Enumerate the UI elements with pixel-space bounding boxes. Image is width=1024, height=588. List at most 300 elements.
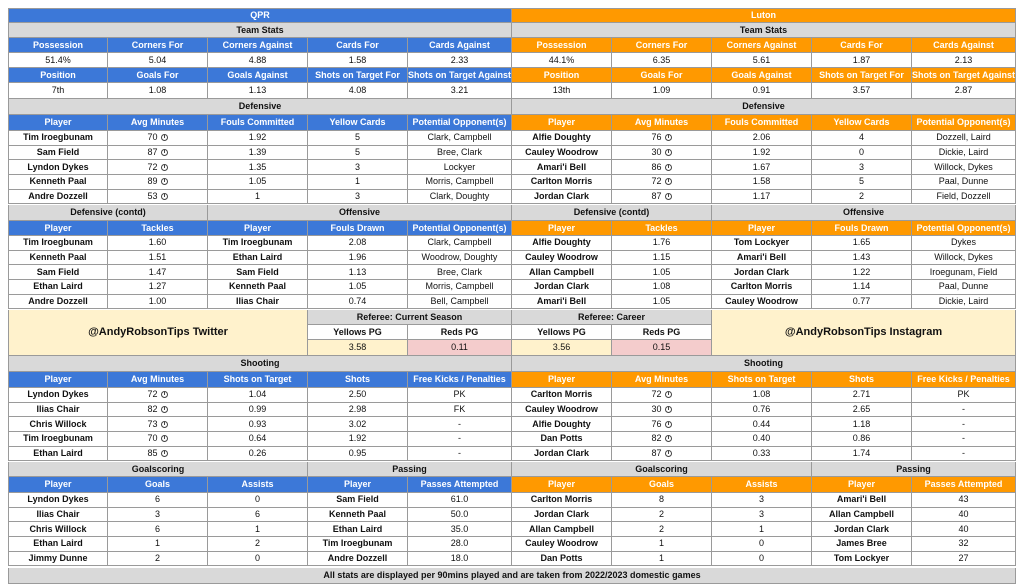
- shooting-cell: [108, 447, 208, 462]
- defensive-cell: [712, 146, 812, 161]
- team-stat-label: [308, 68, 408, 83]
- team-stat-label: [108, 68, 208, 83]
- defensive-cell-text: Morris, Campbell: [425, 176, 494, 187]
- team-stat-label-text: Corners Against: [222, 39, 293, 50]
- player-name-text: Jimmy Dunne: [28, 553, 88, 564]
- tackles-cell-text: 1.76: [652, 237, 671, 248]
- defensive-column-header-text: Potential Opponent(s): [916, 117, 1011, 127]
- stopwatch-icon: [161, 435, 168, 442]
- team-stat-value-text: 44.1%: [548, 54, 575, 65]
- team-stat-value: [912, 83, 1016, 99]
- player-name: [308, 493, 408, 508]
- team-stat-value: [912, 53, 1016, 68]
- defensive-cell: [208, 146, 308, 161]
- goalscoring-cell: [208, 537, 308, 552]
- team-stat-value-text: 0.91: [752, 85, 771, 95]
- defensive-cell: [912, 146, 1016, 161]
- defensive-cell-text: 72: [651, 176, 662, 187]
- player-name: [8, 417, 108, 432]
- passing-cell-text: 61.0: [450, 494, 469, 505]
- shooting-cell-text: 2.50: [348, 389, 367, 400]
- player-name: [512, 295, 612, 310]
- stopwatch-icon: [665, 178, 672, 185]
- shooting-column-header: [612, 372, 712, 388]
- defensive-column-header-text: Avg Minutes: [130, 117, 185, 127]
- goalscoring-cell: [208, 552, 308, 567]
- offensive-cell: [408, 251, 512, 266]
- player-name: [8, 447, 108, 462]
- shooting-cell-text: 30: [651, 404, 662, 415]
- defensive-cell: [208, 175, 308, 190]
- shooting-column-header-text: Avg Minutes: [130, 374, 185, 384]
- goalscoring-cell-text: 1: [658, 538, 664, 549]
- stopwatch-icon: [665, 134, 672, 141]
- offensive-cell-text: Willock, Dykes: [934, 252, 993, 263]
- goalscoring-column-header-text: Player: [44, 479, 72, 489]
- offensive-column-header-text: Potential Opponent(s): [412, 222, 507, 233]
- tackles-cell-text: 1.00: [148, 296, 167, 307]
- shooting-cell-text: 0.26: [248, 448, 267, 459]
- shooting-cell-text: 0.76: [752, 404, 771, 415]
- defensive-cell: [408, 160, 512, 175]
- offensive-column-header-text: Potential Opponent(s): [916, 222, 1011, 233]
- defensive-column-header-text: Fouls Committed: [220, 117, 295, 127]
- offensive-cell: [812, 251, 912, 266]
- stopwatch-icon: [665, 193, 672, 200]
- passing-header: [812, 462, 1016, 477]
- referee-current-yellows-text: 3.58: [348, 342, 367, 352]
- shooting-cell-text: -: [962, 418, 965, 429]
- shooting-cell: [612, 417, 712, 432]
- player-name: [812, 537, 912, 552]
- referee-career-reds-label: [612, 325, 712, 340]
- stopwatch-icon: [161, 164, 168, 171]
- tackles-cell-text: 1.47: [148, 266, 167, 277]
- shooting-cell: [912, 403, 1016, 418]
- offensive-cell-text: Clark, Campbell: [427, 237, 492, 248]
- player-name: [512, 160, 612, 175]
- shooting-header-text: Shooting: [240, 358, 280, 368]
- defensive-cell-text: 1.17: [752, 191, 771, 202]
- team-stat-label: [408, 38, 512, 53]
- passing-header-text: Passing: [896, 463, 931, 474]
- team-stat-label: [108, 38, 208, 53]
- player-name-text: Carlton Morris: [530, 494, 593, 505]
- referee-current-yellows: [308, 340, 408, 356]
- player-name-text: Ethan Laird: [232, 252, 283, 263]
- shooting-cell: [308, 388, 408, 403]
- player-name-text: Jordan Clark: [733, 266, 790, 277]
- team-stat-label: [8, 68, 108, 83]
- defensive-cell: [912, 160, 1016, 175]
- offensive-header: [208, 205, 512, 221]
- stopwatch-icon: [665, 164, 672, 171]
- team-stat-label-text: Cards Against: [933, 39, 994, 50]
- team-stat-label-text: Corners For: [131, 39, 184, 50]
- shooting-cell: [108, 417, 208, 432]
- offensive-cell: [812, 280, 912, 295]
- goalscoring-cell-text: 3: [154, 509, 160, 520]
- defensive-column-header: [108, 115, 208, 131]
- passing-column-header: [308, 477, 408, 493]
- offensive-cell: [308, 236, 408, 251]
- player-name: [8, 251, 108, 266]
- goalscoring-cell-text: 0: [758, 538, 764, 549]
- goalscoring-cell-text: 0: [254, 553, 260, 564]
- referee-current-header-text: Referee: Current Season: [356, 311, 463, 322]
- shooting-cell: [812, 403, 912, 418]
- goalscoring-cell-text: 2: [154, 553, 160, 564]
- goalscoring-cell-text: 2: [254, 538, 260, 549]
- shooting-column-header: [308, 372, 408, 388]
- player-name: [8, 131, 108, 146]
- defensive-cell: [208, 160, 308, 175]
- team-stat-value: [612, 53, 712, 68]
- goalscoring-header-text: Goalscoring: [131, 463, 185, 474]
- shooting-column-header: [108, 372, 208, 388]
- defensive-column-header: [512, 115, 612, 131]
- player-name: [512, 265, 612, 280]
- passing-cell: [912, 493, 1016, 508]
- shooting-cell-text: 2.71: [852, 389, 871, 400]
- goalscoring-column-header-text: Assists: [241, 479, 274, 489]
- player-name: [712, 280, 812, 295]
- team-stat-value-text: 1.13: [248, 85, 267, 95]
- passing-cell: [912, 508, 1016, 523]
- goalscoring-cell-text: 0: [254, 494, 260, 505]
- team-stats-header: [8, 23, 512, 38]
- goalscoring-cell: [712, 508, 812, 523]
- referee-current-reds: [408, 340, 512, 356]
- defensive-cell: [812, 190, 912, 205]
- player-name: [308, 552, 408, 567]
- defensive-cell-text: 0: [858, 147, 864, 158]
- shooting-cell-text: 0.64: [248, 433, 267, 444]
- team-stat-label-text: Goals For: [640, 69, 683, 80]
- defensive-contd-header: [8, 205, 208, 221]
- shooting-cell-text: 85: [147, 448, 158, 459]
- goalscoring-column-header-text: Assists: [745, 479, 778, 489]
- defensive-cell: [712, 175, 812, 190]
- player-name-text: Tom Lockyer: [733, 237, 790, 248]
- defensive-cell-text: 87: [651, 191, 662, 202]
- stopwatch-icon: [161, 134, 168, 141]
- shooting-cell-text: 1.04: [248, 389, 267, 400]
- referee-career-yellows: [512, 340, 612, 356]
- player-name-text: Allan Campbell: [528, 523, 594, 534]
- passing-cell: [408, 508, 512, 523]
- shooting-cell: [208, 447, 308, 462]
- player-name: [8, 146, 108, 161]
- team-stat-value-text: 3.21: [450, 85, 469, 95]
- passing-column-header: [912, 477, 1016, 493]
- offensive-header-text: Offensive: [338, 207, 380, 217]
- defensive-cell: [108, 160, 208, 175]
- player-name: [512, 236, 612, 251]
- player-name: [208, 280, 308, 295]
- player-name: [8, 280, 108, 295]
- referee-career-yellows-text: 3.56: [552, 342, 571, 352]
- team-stat-label: [308, 38, 408, 53]
- shooting-cell: [612, 432, 712, 447]
- team-stat-label: [612, 68, 712, 83]
- stopwatch-icon: [161, 391, 168, 398]
- defensive-cell-text: Clark, Campbell: [427, 132, 492, 143]
- team-stat-label: [208, 68, 308, 83]
- shooting-cell-text: 73: [147, 418, 158, 429]
- team-stat-value: [812, 53, 912, 68]
- goalscoring-column-header: [612, 477, 712, 493]
- stopwatch-icon: [665, 391, 672, 398]
- goalscoring-cell-text: 1: [658, 553, 664, 564]
- team-stat-value-text: 1.87: [852, 54, 871, 65]
- player-name-text: Sam Field: [236, 266, 279, 277]
- player-name: [512, 552, 612, 567]
- shooting-column-header: [812, 372, 912, 388]
- offensive-column-header-text: Player: [747, 222, 776, 233]
- defensive-contd-header-text: Defensive (contd): [573, 207, 650, 217]
- passing-column-header-text: Passes Attempted: [924, 479, 1003, 489]
- offensive-cell: [408, 236, 512, 251]
- player-name: [512, 146, 612, 161]
- offensive-column-header: [912, 221, 1016, 236]
- team-stat-value: [208, 53, 308, 68]
- player-name: [8, 522, 108, 537]
- stopwatch-icon: [161, 178, 168, 185]
- player-name: [8, 508, 108, 523]
- player-name: [8, 265, 108, 280]
- player-name: [208, 236, 308, 251]
- player-name-text: James Bree: [836, 538, 887, 549]
- shooting-column-header-text: Free Kicks / Penalties: [413, 374, 506, 384]
- defensive-cell-text: Dickie, Laird: [938, 147, 989, 158]
- offensive-column-header: [308, 221, 408, 236]
- defensive-cell: [612, 146, 712, 161]
- passing-cell-text: 27: [958, 553, 969, 564]
- shooting-cell: [408, 447, 512, 462]
- stopwatch-icon: [161, 193, 168, 200]
- team-stat-label: [512, 68, 612, 83]
- player-name: [512, 280, 612, 295]
- player-name: [8, 295, 108, 310]
- player-name-text: Jordan Clark: [533, 448, 590, 459]
- goalscoring-cell-text: 8: [658, 494, 664, 505]
- player-name: [8, 190, 108, 205]
- player-name: [208, 265, 308, 280]
- player-name-text: Cauley Woodrow: [525, 404, 598, 415]
- defensive-column-header: [408, 115, 512, 131]
- defensive-cell: [308, 175, 408, 190]
- defensive-cell: [108, 131, 208, 146]
- team-stat-value: [108, 83, 208, 99]
- shooting-cell-text: 0.93: [248, 418, 267, 429]
- offensive-cell-text: Woodrow, Doughty: [421, 252, 498, 263]
- team-stat-label: [512, 38, 612, 53]
- tackles-cell: [108, 265, 208, 280]
- shooting-column-header-text: Free Kicks / Penalties: [917, 374, 1010, 384]
- player-name-text: Tim Iroegbunam: [222, 237, 293, 248]
- defensive-cell: [108, 146, 208, 161]
- player-name: [812, 508, 912, 523]
- defensive-cell-text: 3: [354, 191, 360, 202]
- offensive-header-text: Offensive: [842, 207, 884, 217]
- shooting-cell-text: 0.33: [752, 448, 771, 459]
- defensive-cell-text: 5: [354, 147, 360, 158]
- defensive-cell-text: 1.58: [752, 176, 771, 187]
- player-name-text: Alfie Doughty: [532, 237, 591, 248]
- defensive-column-header-text: Yellow Cards: [833, 117, 890, 127]
- stopwatch-icon: [665, 406, 672, 413]
- passing-cell: [912, 537, 1016, 552]
- shooting-column-header: [408, 372, 512, 388]
- offensive-column-header: [208, 221, 308, 236]
- team-stat-label-text: Cards Against: [429, 39, 490, 50]
- defensive-cell-text: 30: [651, 147, 662, 158]
- stopwatch-icon: [665, 421, 672, 428]
- team-stat-label-text: Cards For: [336, 39, 379, 50]
- defensive-column-header: [8, 115, 108, 131]
- passing-cell-text: 18.0: [450, 553, 469, 564]
- team-stat-label: [712, 68, 812, 83]
- defensive-cell-text: Dozzell, Laird: [936, 132, 991, 143]
- player-name-text: Chris Willock: [29, 418, 87, 429]
- player-name: [512, 417, 612, 432]
- goalscoring-cell-text: 3: [758, 494, 764, 505]
- player-name-text: Tim Iroegbunam: [23, 433, 93, 444]
- player-name: [712, 251, 812, 266]
- player-name-text: Lyndon Dykes: [27, 389, 89, 400]
- shooting-cell: [712, 447, 812, 462]
- offensive-cell-text: Dickie, Laird: [938, 296, 989, 307]
- shooting-cell-text: 0.40: [752, 433, 771, 444]
- shooting-cell: [812, 417, 912, 432]
- tackles-column-header: [612, 221, 712, 236]
- shooting-column-header: [912, 372, 1016, 388]
- player-name: [8, 537, 108, 552]
- goalscoring-cell-text: 2: [658, 523, 664, 534]
- tackles-column-header: [8, 221, 108, 236]
- passing-cell-text: 35.0: [450, 523, 469, 534]
- defensive-column-header-text: Player: [44, 117, 72, 127]
- offensive-cell: [308, 280, 408, 295]
- shooting-cell: [108, 403, 208, 418]
- goalscoring-cell-text: 0: [758, 553, 764, 564]
- team-title-luton: [512, 8, 1016, 23]
- passing-cell-text: 50.0: [450, 509, 469, 520]
- defensive-cell: [308, 146, 408, 161]
- defensive-header: [512, 99, 1016, 115]
- offensive-column-header: [812, 221, 912, 236]
- shooting-cell-text: 82: [147, 404, 158, 415]
- defensive-cell-text: Paal, Dunne: [938, 176, 989, 187]
- offensive-cell: [912, 251, 1016, 266]
- offensive-header: [712, 205, 1016, 221]
- player-name: [712, 265, 812, 280]
- offensive-cell-text: Bree, Clark: [436, 266, 482, 277]
- defensive-cell-text: Field, Dozzell: [936, 191, 991, 202]
- goalscoring-cell-text: 6: [154, 523, 160, 534]
- shooting-cell: [812, 388, 912, 403]
- shooting-cell: [208, 388, 308, 403]
- twitter-handle: [8, 310, 308, 356]
- tackles-column-header: [108, 221, 208, 236]
- player-name-text: Lyndon Dykes: [27, 494, 89, 505]
- team-stat-value: [812, 83, 912, 99]
- referee-current-reds-label: [408, 325, 512, 340]
- defensive-cell: [712, 131, 812, 146]
- shooting-column-header: [512, 372, 612, 388]
- defensive-cell-text: 76: [651, 132, 662, 143]
- shooting-cell-text: 82: [651, 433, 662, 444]
- defensive-column-header: [812, 115, 912, 131]
- defensive-cell: [408, 190, 512, 205]
- offensive-cell-text: 1.65: [852, 237, 871, 248]
- player-name-text: Andre Dozzell: [28, 191, 88, 202]
- offensive-cell: [812, 295, 912, 310]
- tackles-cell-text: 1.05: [652, 266, 671, 277]
- offensive-column-header: [712, 221, 812, 236]
- goalscoring-header: [512, 462, 812, 477]
- team-stat-value: [8, 83, 108, 99]
- shooting-column-header-text: Shots on Target: [223, 374, 292, 384]
- shooting-cell: [208, 432, 308, 447]
- defensive-cell-text: 53: [147, 191, 158, 202]
- tackles-cell: [108, 251, 208, 266]
- defensive-contd-header: [512, 205, 712, 221]
- player-name-text: Lyndon Dykes: [27, 161, 89, 172]
- shooting-cell-text: -: [962, 404, 965, 415]
- tackles-cell: [612, 280, 712, 295]
- passing-column-header-text: Player: [847, 479, 876, 489]
- defensive-cell-text: 1: [354, 176, 360, 187]
- defensive-cell-text: 89: [147, 176, 158, 187]
- shooting-cell-text: 0.44: [752, 418, 771, 429]
- player-name-text: Carlton Morris: [730, 281, 793, 292]
- team-stat-value-text: 51.4%: [45, 54, 71, 65]
- defensive-cell-text: 1.92: [752, 147, 771, 158]
- defensive-cell: [912, 131, 1016, 146]
- shooting-cell-text: 70: [147, 433, 158, 444]
- instagram-handle: [712, 310, 1016, 356]
- offensive-cell-text: 1.43: [852, 252, 871, 263]
- footer-note: [8, 568, 1016, 584]
- tackles-cell: [612, 251, 712, 266]
- shooting-cell-text: 72: [147, 389, 158, 400]
- player-name: [512, 493, 612, 508]
- shooting-cell: [612, 388, 712, 403]
- player-name: [512, 508, 612, 523]
- goalscoring-cell-text: 1: [254, 523, 260, 534]
- goalscoring-cell: [612, 522, 712, 537]
- goalscoring-cell-text: 3: [758, 509, 764, 520]
- defensive-cell: [308, 190, 408, 205]
- defensive-cell: [812, 146, 912, 161]
- shooting-cell: [812, 432, 912, 447]
- shooting-cell-text: 0.99: [248, 404, 267, 415]
- defensive-cell-text: 5: [858, 176, 864, 187]
- defensive-cell-text: 5: [354, 132, 360, 143]
- offensive-cell-text: 1.14: [852, 281, 871, 292]
- offensive-cell: [812, 236, 912, 251]
- passing-column-header: [812, 477, 912, 493]
- referee-career-yellows-label-text: Yellows PG: [537, 326, 586, 337]
- shooting-cell: [912, 432, 1016, 447]
- player-name: [8, 493, 108, 508]
- player-name-text: Allan Campbell: [528, 266, 594, 277]
- defensive-column-header: [612, 115, 712, 131]
- shooting-cell: [108, 432, 208, 447]
- passing-cell-text: 40: [958, 509, 969, 520]
